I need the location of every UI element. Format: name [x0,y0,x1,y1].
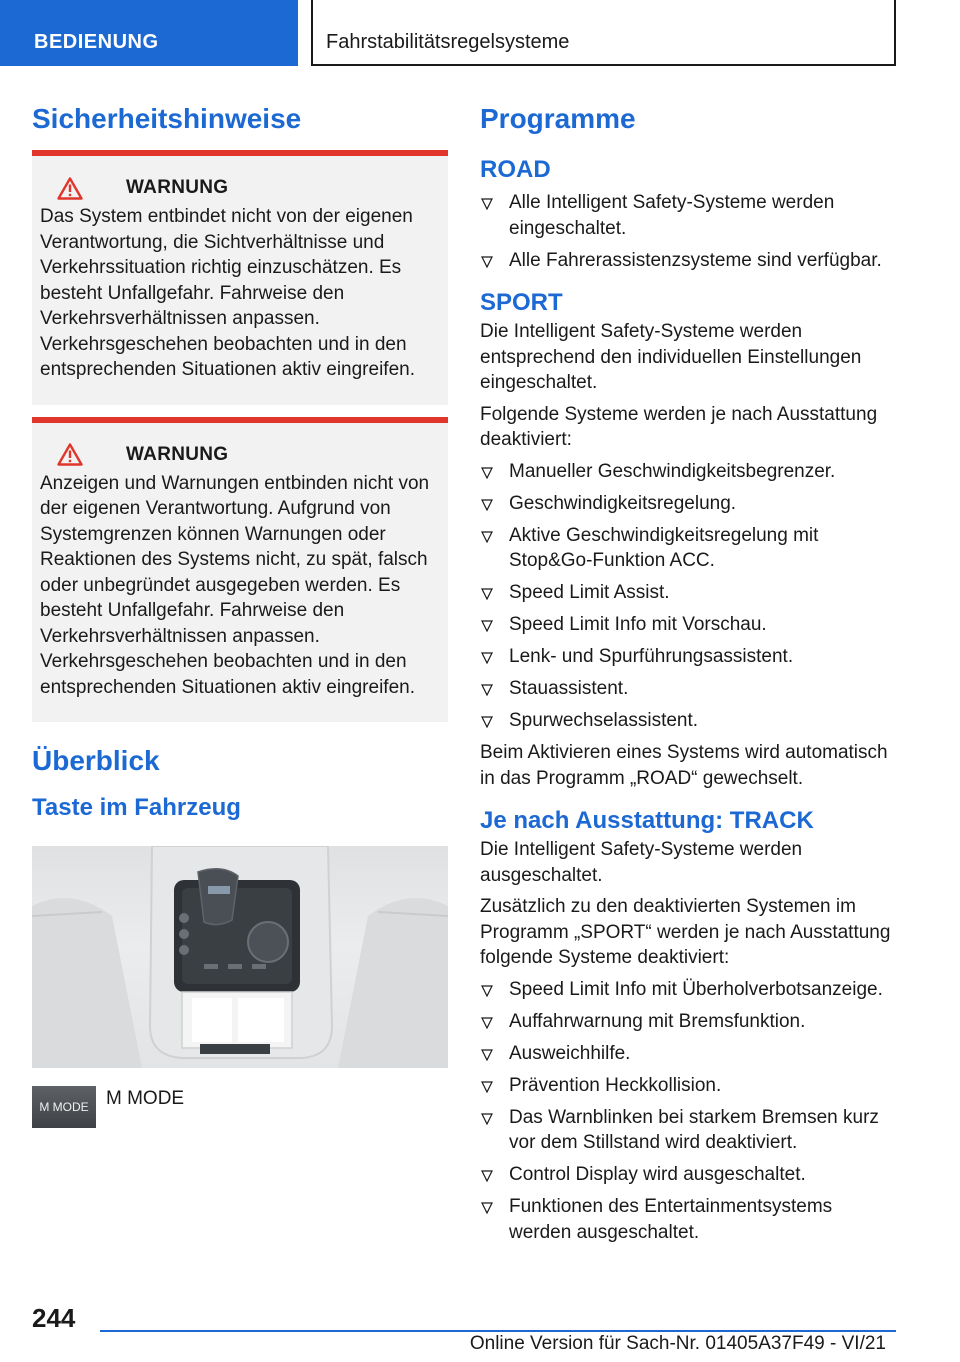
warning-title: WARNUNG [126,177,229,198]
sport-outro: Beim Aktivieren eines Systems wird automatisch in das Programm „ROAD“ gewechselt. [480,742,888,789]
track-list [480,977,896,1246]
warning-title: WARNUNG [126,443,229,465]
road-heading: ROAD [480,156,551,183]
footer-online-version: Online Version für Sach-Nr. 01405A37F49 - VI/21 [469,1333,886,1354]
list-item: Geschwindigkeitsregelung. [480,491,896,517]
list-item: Speed Limit Info mit Überholverbotsanzeige. [480,977,896,1003]
bullet-triangle-icon [481,620,493,632]
list-item: Lenk- und Spurführungsassistent. [480,644,896,670]
warning-text: Anzeigen und Warnungen entbinden nicht von der eigenen Verantwortung. Aufgrund von Systemgrenzen können Warnungen oder Reaktionen des Systems nicht, zu spät, falsch oder unbegründet ausgegeben werden. Es besteht Unfallgefahr. Fahrweise den Verkehrsverhältnissen anpassen. Verkehrsgeschehen beobachten und in den entsprechenden Situationen aktiv eingreifen. [40,472,430,698]
bullet-triangle-icon [481,1113,493,1125]
track-lead: Zusätzlich zu den deaktivierten Systemen im Programm „SPORT“ werden je nach Ausstattung folgende Systeme deaktiviert: [480,896,891,968]
bullet-triangle-icon [481,1081,493,1093]
m-mode-button-icon: M MODE [32,1086,96,1128]
bullet-triangle-icon [481,1017,493,1029]
list-item: Auffahrwarnung mit Bremsfunktion. [480,1009,896,1035]
header-chapter-label: Fahrstabilitätsregelsysteme [326,31,570,53]
track-intro: Die Intelligent Safety-Systeme werden ausgeschaltet. [480,839,803,886]
list-item: Alle Intelligent Safety-Systeme werden eingeschaltet. [480,190,896,241]
sport-list [480,459,896,734]
warning-header [40,176,440,200]
list-item: Aktive Geschwindigkeitsregelung mit Stop&Go-Funktion ACC. [480,523,896,574]
bullet-triangle-icon [481,256,493,268]
page-number: 244 [32,1303,76,1333]
list-item: Prävention Heckkollision. [480,1073,896,1099]
list-item: Das Warnblinken bei starkem Bremsen kurz vor dem Stillstand wird deaktiviert. [480,1105,896,1156]
list-item: Ausweichhilfe. [480,1041,896,1067]
programs-heading: Programme [480,103,636,134]
left-column [32,100,448,1128]
m-mode-label: M MODE [106,1088,185,1109]
warning-text: Das System entbindet nicht von der eigenen Verantwortung, die Sichtverhältnisse und Verkehrssituation richtig einzuschätzen. Es besteht Unfallgefahr. Fahrweise den Verkehrsverhältnissen anpassen. Verkehrsgeschehen beobachten und in den entsprechenden Situationen aktiv eingreifen. [40,206,415,380]
bullet-triangle-icon [481,588,493,600]
button-heading: Taste im Fahrzeug [32,794,241,821]
bullet-triangle-icon [481,1049,493,1061]
header-section-tab [0,0,298,66]
list-item: Stauassistent. [480,676,896,702]
list-item: Spurwechselassistent. [480,708,896,734]
warning-box-2 [32,417,448,723]
bullet-triangle-icon [481,467,493,479]
bullet-triangle-icon [481,985,493,997]
overview-heading: Überblick [32,745,160,776]
track-heading: Je nach Ausstattung: TRACK [480,807,814,834]
warning-triangle-icon [40,443,100,466]
sport-lead: Folgende Systeme werden je nach Ausstattung deaktiviert: [480,403,878,450]
console-photo [32,846,448,1068]
bullet-triangle-icon [481,499,493,511]
bullet-triangle-icon [481,652,493,664]
header-chapter-tab [311,0,896,66]
bullet-triangle-icon [481,716,493,728]
list-item: Speed Limit Assist. [480,580,896,606]
bullet-triangle-icon [481,1202,493,1214]
sport-intro: Die Intelligent Safety-Systeme werden entsprechend den individuellen Einstellungen eingeschaltet. [480,321,862,393]
list-item: Alle Fahrerassistenzsysteme sind verfügbar. [480,248,896,274]
list-item: Funktionen des Entertainmentsystems werden ausgeschaltet. [480,1194,896,1245]
road-list [480,190,896,273]
list-item: Speed Limit Info mit Vorschau. [480,612,896,638]
button-legend [32,1086,448,1128]
bullet-triangle-icon [481,684,493,696]
sport-heading: SPORT [480,289,563,316]
warning-box-1 [32,150,448,405]
header-section-label: BEDIENUNG [34,31,159,53]
bullet-triangle-icon [481,198,493,210]
list-item: Manueller Geschwindigkeitsbegrenzer. [480,459,896,485]
list-item: Control Display wird ausgeschaltet. [480,1162,896,1188]
right-column [480,100,896,1252]
safety-heading: Sicherheitshinweise [32,103,302,134]
bullet-triangle-icon [481,1170,493,1182]
bullet-triangle-icon [481,531,493,543]
warning-header [40,443,440,467]
footer-divider [100,1330,896,1332]
warning-triangle-icon [40,177,100,200]
